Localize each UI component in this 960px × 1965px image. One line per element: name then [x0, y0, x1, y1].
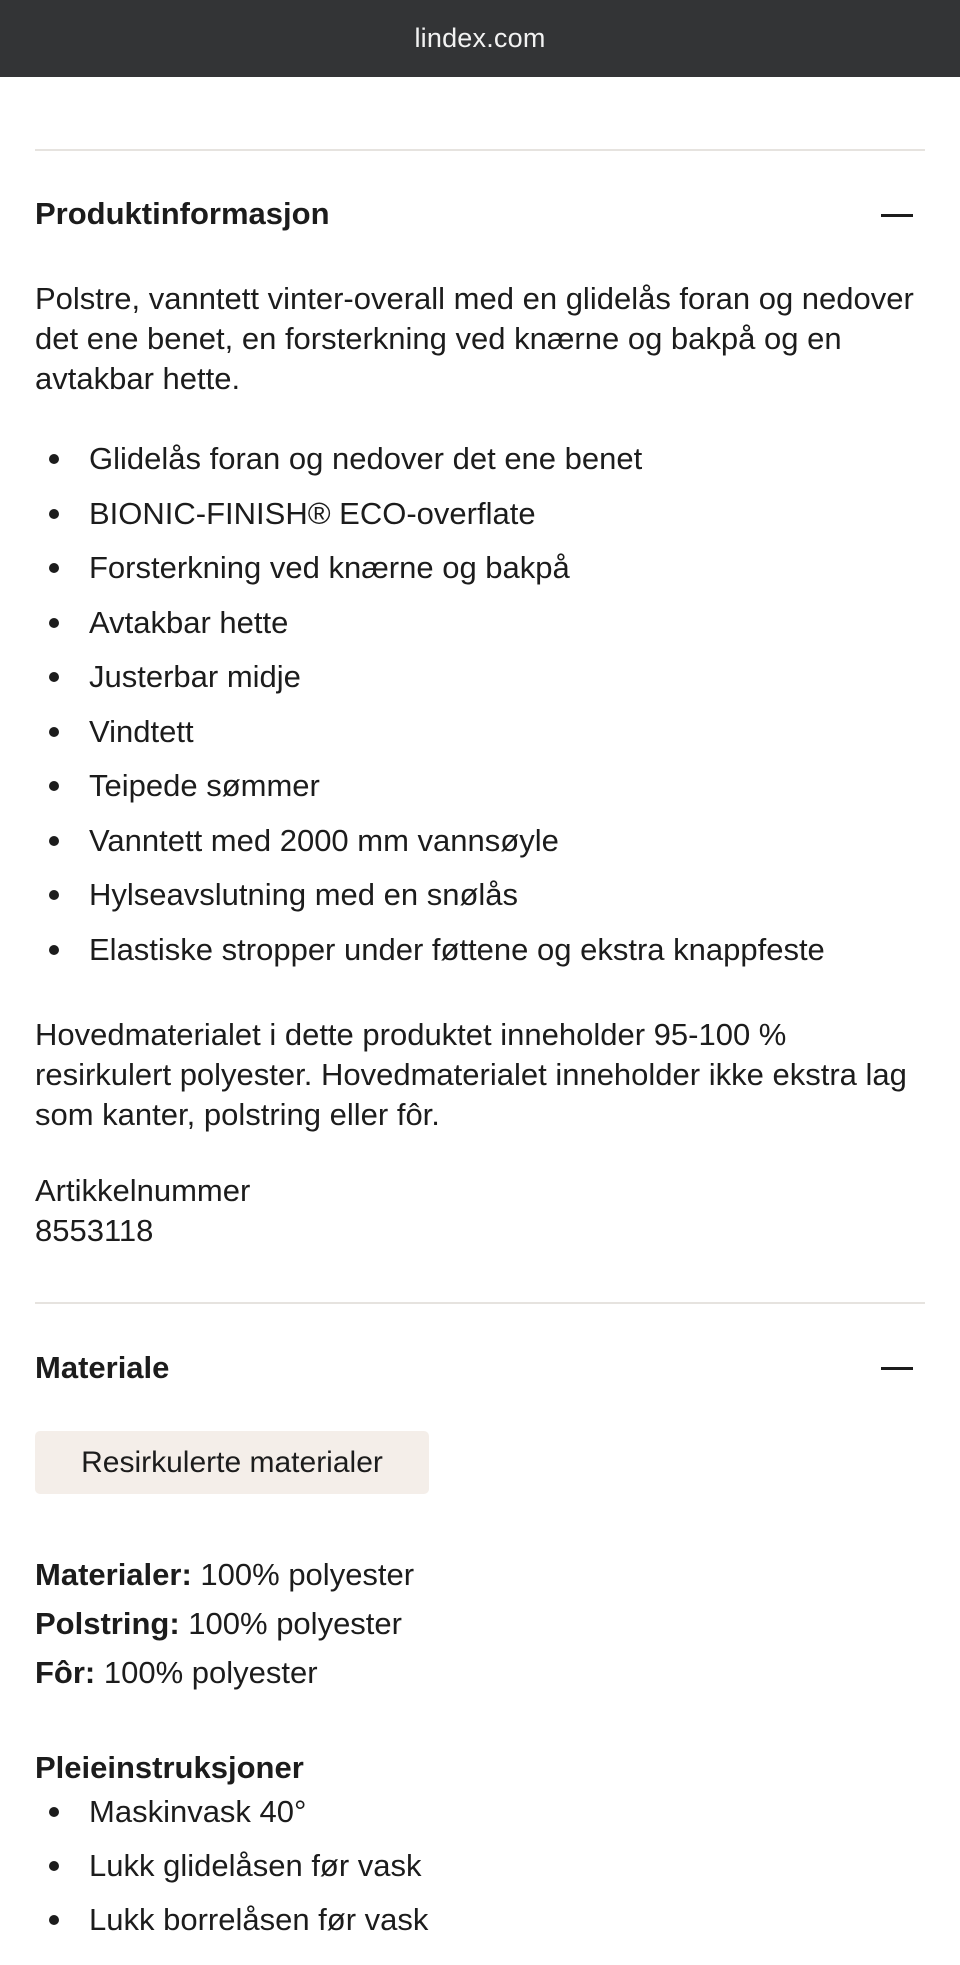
material-label: Materialer: — [35, 1557, 192, 1592]
material-value: 100% polyester — [188, 1606, 402, 1641]
url-text: lindex.com — [414, 23, 546, 53]
section-title-product-info[interactable]: Produktinformasjon — [35, 196, 330, 231]
feature-list — [35, 432, 935, 977]
collapse-minus-icon[interactable] — [881, 1353, 913, 1383]
product-description: Polstre, vanntett vinter-overall med en glidelås foran og nedover det ene benet, en forsterkning ved knærne og bakpå og en avtakbar hette. — [35, 281, 914, 396]
list-item: Glidelås foran og nedover det ene benet — [35, 432, 935, 487]
list-item: Avtakbar hette — [35, 596, 935, 651]
article-number-value: 8553118 — [35, 1213, 154, 1248]
material-note: Hovedmaterialet i dette produktet inneholder 95-100 % resirkulert polyester. Hovedmaterialet inneholder ikke ekstra lag som kanter, polstring eller fôr. — [35, 1017, 907, 1132]
material-line — [35, 1555, 414, 1595]
list-item: Lukk glidelåsen før vask — [35, 1839, 935, 1893]
section-title-material[interactable]: Materiale — [35, 1350, 170, 1385]
material-value: 100% polyester — [103, 1655, 318, 1690]
material-label: Polstring: — [35, 1606, 180, 1641]
material-value: 100% polyester — [200, 1557, 415, 1592]
collapse-minus-icon[interactable] — [881, 200, 913, 230]
article-number-label: Artikkelnummer — [35, 1173, 251, 1208]
divider — [35, 1302, 925, 1304]
list-item: Lukk borrelåsen før vask — [35, 1893, 935, 1947]
list-item: Maskinvask 40° — [35, 1785, 935, 1839]
recycled-materials-tag: Resirkulerte materialer — [35, 1431, 429, 1494]
list-item: Justerbar midje — [35, 650, 935, 705]
list-item: Teipede sømmer — [35, 759, 935, 814]
list-item: Vanntett med 2000 mm vannsøyle — [35, 814, 935, 869]
material-label: Fôr: — [35, 1655, 96, 1690]
care-list — [35, 1785, 935, 1947]
list-item: Elastiske stropper under føttene og ekstra knappfeste — [35, 923, 935, 978]
material-line — [35, 1653, 318, 1693]
list-item: Vindtett — [35, 705, 935, 760]
list-item: Forsterkning ved knærne og bakpå — [35, 541, 935, 596]
divider — [35, 149, 925, 151]
material-line — [35, 1604, 402, 1644]
browser-address-bar[interactable] — [0, 0, 960, 77]
care-instructions-title: Pleieinstruksjoner — [35, 1750, 304, 1785]
list-item: Hylseavslutning med en snølås — [35, 868, 935, 923]
list-item: BIONIC-FINISH® ECO-overflate — [35, 487, 935, 542]
